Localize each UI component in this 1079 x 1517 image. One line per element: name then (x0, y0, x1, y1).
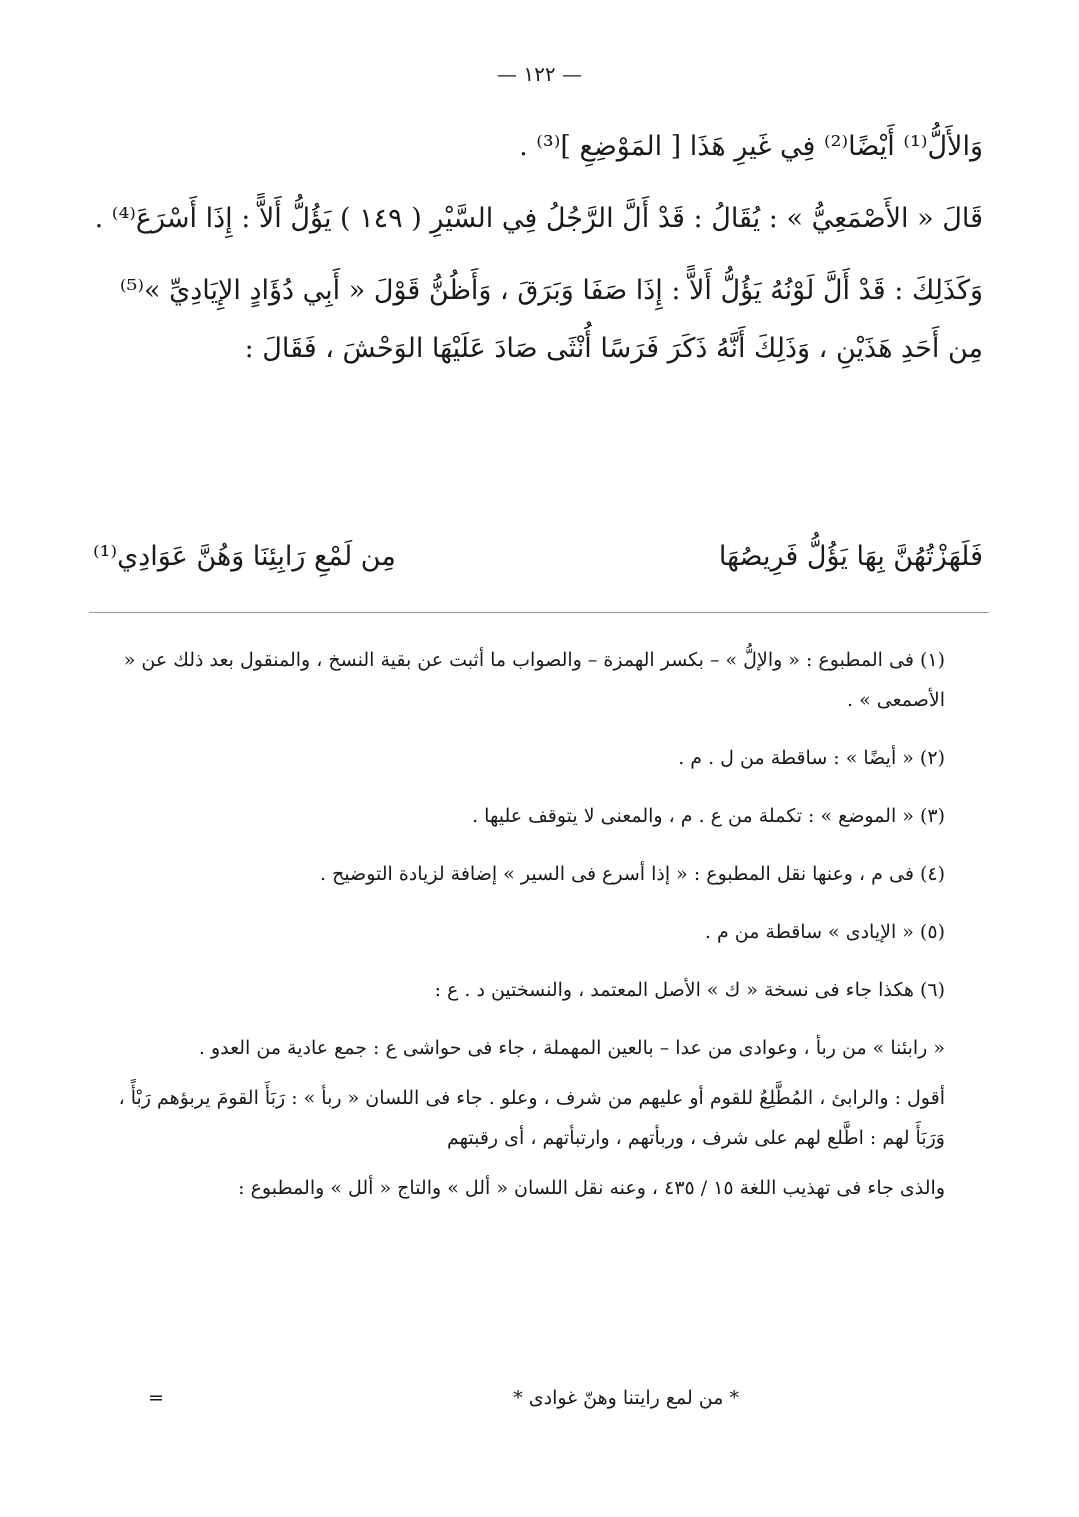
verse-first-hemistich: فَلَهَزْتُهُنَّ بِهَا يَؤُلُّ فَرِيصُهَا (718, 541, 983, 572)
bottom-line (0, 1378, 1079, 1418)
footnote-1: (١) فى المطبوع : « والإلُّ » – بكسر الهمزة – والصواب ما أثبت عن بقية النسخ ، والمنقول بعد ذلك عن « الأصمعى » . (123, 649, 945, 711)
footnote-6: (٦) هكذا جاء فى نسخة « ك » الأصل المعتمد ، والنسختين د . ع : (434, 979, 945, 1001)
footnote-2: (٢) « أيضًا » : ساقطة من ل . م . (678, 747, 945, 769)
footnote-5: (٥) « الإيادى » ساقطة من م . (704, 921, 945, 943)
footnote-3: (٣) « الموضع » : تكملة من ع . م ، والمعنى لا يتوقف عليها . (472, 805, 945, 827)
footnote-6-continuation-2: أقول : والرابئ ، المُطَّلِعُ للقوم أو عليهم من شرف ، وعلو . جاء فى اللسان « ربأ » : رَبَأَ القومَ يربؤهم رَبْأً ، وَرَبَأَ لهم : اطَّلع لهم على شرف ، وربأتهم ، وارتبأتهم ، أى رقبتهم (118, 1087, 945, 1149)
main-paragraph-1: وَالأَلُّ⁽¹⁾ أَيْضًا⁽²⁾ فِي غَيرِ هَذَا [ المَوْضِعِ ]⁽³⁾ . (519, 131, 983, 162)
footnotes (93, 640, 983, 1218)
continuation-mark: = (148, 1387, 164, 1409)
footnote-6-continuation-3: والذى جاء فى تهذيب اللغة ١٥ / ٤٣٥ ، وعنه نقل اللسان « ألل » والتاج « ألل » والمطبوع : (238, 1177, 945, 1199)
footnote-verse: * من لمع رايتنا وهنّ غوادى * (513, 1387, 739, 1409)
footnote-4: (٤) فى م ، وعنها نقل المطبوع : « إذا أسرع فى السير » إضافة لزيادة التوضيح . (319, 863, 945, 885)
footnote-divider (89, 612, 989, 613)
main-paragraph-2: قَالَ « الأَصْمَعِيُّ » : يُقَالُ : قَدْ أَلَّ الرَّجُلُ فِي السَّيْرِ ( ١٤٩ ) يَؤُلُّ أَلاًّ : إِذَا أَسْرَعَ⁽⁴⁾ . (94, 203, 983, 234)
verse-second-hemistich: مِن لَمْعِ رَابِئِنَا وَهُنَّ عَوَادِي⁽¹⁾ (93, 541, 396, 572)
main-paragraph-3: وَكَذَلِكَ : قَدْ أَلَّ لَوْنُهُ يَؤُلُّ أَلاًّ : إِذَا صَفَا وَبَرَقَ ، وَأَظُنُّ قَوْلَ « أَبِي دُؤَادٍ الإِيَادِيِّ »⁽⁵⁾ مِن أَحَدِ هَذَيْنِ ، وَذَلِكَ أَنَّهُ ذَكَرَ فَرَسًا أُنْثَى صَادَ عَلَيْهَا الوَحْشَ ، فَقَالَ : (119, 275, 983, 364)
poetry-verse (93, 528, 983, 586)
main-text (93, 118, 983, 378)
footnote-6-continuation-1: « رابئنا » من ربأ ، وعوادى من عدا – بالعين المهملة ، جاء فى حواشى ع : جمع عادية من العدو . (198, 1037, 945, 1059)
page-number: — ١٢٢ — (497, 62, 582, 86)
